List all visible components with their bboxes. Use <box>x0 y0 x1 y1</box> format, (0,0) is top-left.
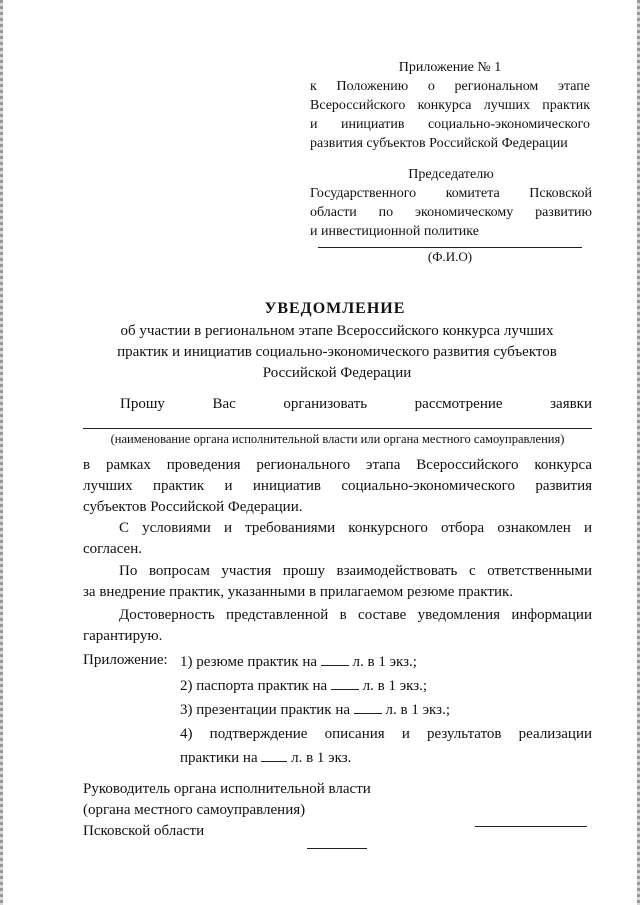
attachment-item <box>180 746 592 770</box>
organ-name-underline <box>83 428 592 429</box>
paragraph-line: По вопросам участия прошу взаимодействовать с ответственными <box>119 563 592 579</box>
addressee-block <box>310 165 592 241</box>
addressee-title: Председателю <box>408 167 494 182</box>
addressee-line: области по экономическому развитию <box>310 205 592 220</box>
pages-blank <box>354 700 382 714</box>
document-heading: УВЕДОМЛЕНИЕ <box>264 300 406 317</box>
annex-block <box>310 58 590 153</box>
pages-blank <box>321 652 349 666</box>
attachment-text: л. в 1 экз.; <box>381 702 450 718</box>
attachment-item <box>180 698 592 722</box>
annex-body <box>310 77 590 153</box>
paragraph-line: за внедрение практик, указанными в прилагаемом резюме практик. <box>83 584 514 600</box>
request-line: Прошу Вас организовать рассмотрение заявки <box>120 396 592 412</box>
annex-line: развития субъектов Российской Федерации <box>310 136 568 151</box>
paragraph-reliability <box>83 605 592 647</box>
attachment-item <box>180 674 592 698</box>
paragraph-contacts <box>83 561 592 603</box>
paragraph-line: лучших практик и инициатив социально-экономического развития <box>83 478 592 494</box>
annex-line: Всероссийского конкурса лучших практик <box>310 98 590 113</box>
request-line-block <box>120 394 592 415</box>
attachment-item <box>180 650 592 674</box>
subheading-line: Российской Федерации <box>262 365 412 381</box>
addressee-line: и инвестиционной политике <box>310 224 479 239</box>
annex-line: и инициатив социально-экономического <box>310 117 590 132</box>
paragraph-line: согласен. <box>83 541 142 557</box>
signature-line: (органа местного самоуправления) <box>83 802 306 818</box>
attachment-text: л. в 1 экз. <box>287 750 352 766</box>
paragraph-line: субъектов Российской Федерации. <box>83 499 303 515</box>
attachment-text: 2) паспорта практик на <box>180 678 331 694</box>
paragraph-contest <box>83 455 592 518</box>
document-subheading <box>92 321 582 384</box>
attachments-label: Приложение: <box>83 652 168 668</box>
paragraph-line: гарантирую. <box>83 628 163 644</box>
attachments-list <box>180 650 592 770</box>
attachment-text: 3) презентации практик на <box>180 702 354 718</box>
signature-line: Руководитель органа исполнительной власти <box>83 781 371 797</box>
attachment-text: л. в 1 экз.; <box>358 678 428 694</box>
subheading-line: об участии в региональном этапе Всероссийского конкурса лучших <box>120 323 554 339</box>
fio-underline <box>318 247 582 248</box>
annex-line: к Положению о региональном этапе <box>310 79 590 94</box>
subheading-line: практик и инициатив социально-экономического развития субъектов <box>117 344 557 360</box>
attachment-text: 4) подтверждение описания и результатов реализации <box>180 726 592 742</box>
organ-caption: (наименование органа исполнительной власти или органа местного самоуправления) <box>110 432 565 446</box>
signature-underline <box>475 826 587 827</box>
date-underline <box>307 848 367 849</box>
signature-line: Псковской области <box>83 823 205 839</box>
pages-blank <box>331 676 359 690</box>
fio-caption: (Ф.И.О) <box>427 249 473 264</box>
paragraph-line: С условиями и требованиями конкурсного отбора ознакомлен и <box>119 520 592 536</box>
pages-blank <box>261 748 287 762</box>
attachment-item <box>180 722 592 746</box>
attachment-text: практики на <box>180 750 262 766</box>
attachment-text: 1) резюме практик на <box>180 654 321 670</box>
annex-title: Приложение № 1 <box>398 60 502 75</box>
paragraph-line: Достоверность представленной в составе уведомления информации <box>119 607 592 623</box>
paragraph-conditions <box>83 518 592 560</box>
addressee-line: Государственного комитета Псковской <box>310 186 592 201</box>
attachment-text: л. в 1 экз.; <box>348 654 417 670</box>
signature-block <box>83 779 403 842</box>
paragraph-line: в рамках проведения регионального этапа Всероссийского конкурса <box>83 457 592 473</box>
